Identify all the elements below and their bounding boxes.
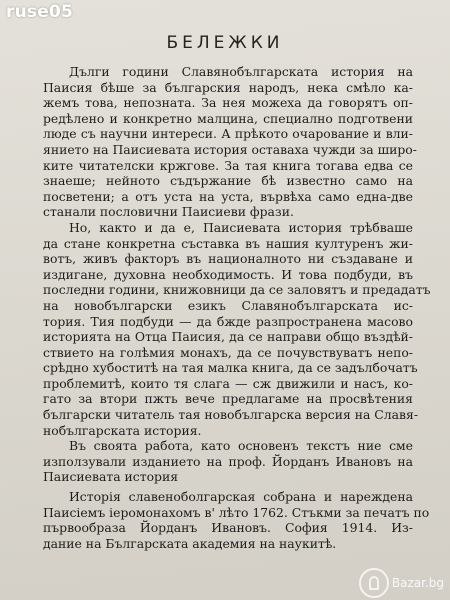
text-line: Паисиевата история [43,469,179,485]
text-line: знаеше; нейното съдържание бѣ известно само на [43,173,413,189]
watermark-bazar [359,568,444,598]
citation-line: Исторія славеноболгарская собрана и нареждена [69,489,413,505]
bazar-logo-icon [359,568,389,598]
text-line: янието на Паисиевата история оставаха чужди за широ- [43,141,417,157]
body-text [43,64,431,551]
text-line: Въ своята работа, като основенъ текстъ ние сме [69,438,413,454]
citation-line: първообраза Йорданъ Ивановъ. София 1914. Из- [43,520,413,536]
text-line: люде съ научни интереси. А прѣкото очарование и вли- [43,126,413,142]
text-line: вотъ, живъ факторъ въ националното ни създаване и [43,251,413,267]
text-line: тория. Тия подбуди — да бжде разпространена масово [43,313,413,329]
watermark-bazar-label: Bazar.bg [391,576,444,590]
text-line: да стане конкретна съставка въ нашия културенъ жи- [43,235,413,251]
citation-line: дание на Българската академия на наукитѣ. [43,535,337,551]
text-line: последни години, книжовници да се заловятъ и предадатъ [43,282,431,298]
text-line: издигане, духовна необходимость. И това подбуди, въ [43,266,413,282]
watermark-ruse05: ruse05 [6,2,73,22]
text-line: ките читателски кржгове. За тая книга тогава едва се [43,157,413,173]
text-line: използували изданието на проф. Йорданъ Ивановъ на [43,453,413,469]
text-line: проблемитѣ, които тя слага — сж движили и насъ, ко- [43,375,413,391]
text-line: срѣдно хубоститѣ на тая малка книга, да се задълбочатъ [43,360,418,376]
text-line: на новобългарски езикъ Славянобългарската ис- [43,297,413,313]
text-line: историята на Отца Паисия, да се направи общо въздѣй- [43,329,413,345]
text-line: редѣлено и конкретно малцина, специално подготвени [43,110,413,126]
text-line: Дълги години Славянобългарската история на [69,64,413,79]
citation-line: Паисіемъ іеромонахомъ в' лѣто 1762. Стъкми за печатъ по [43,504,430,520]
text-line: станали пословични Паисиеви фрази. [43,204,294,220]
text-line: ствието на голѣмия монахъ, да се почувствуватъ непо- [43,344,413,360]
page-title: БЕЛЕЖКИ [166,33,284,53]
text-line: нобългарската история. [43,422,202,438]
text-line: Но, както и да е, Паисиевата история трѣбваше [69,219,413,235]
text-line: жемъ това, непозната. За нея можеха да говорятъ оп- [43,95,413,111]
text-line: гато за втори пжть вече предлагаме на просвѣтения [43,391,413,407]
text-line: Паисия бѣше за българския народъ, нека смѣло ка- [43,79,413,95]
text-line: посветени; а отъ уста на уста, вървѣха само една-две [43,188,413,204]
text-line: български читатель тая новобългарска версия на Славя- [43,407,419,423]
